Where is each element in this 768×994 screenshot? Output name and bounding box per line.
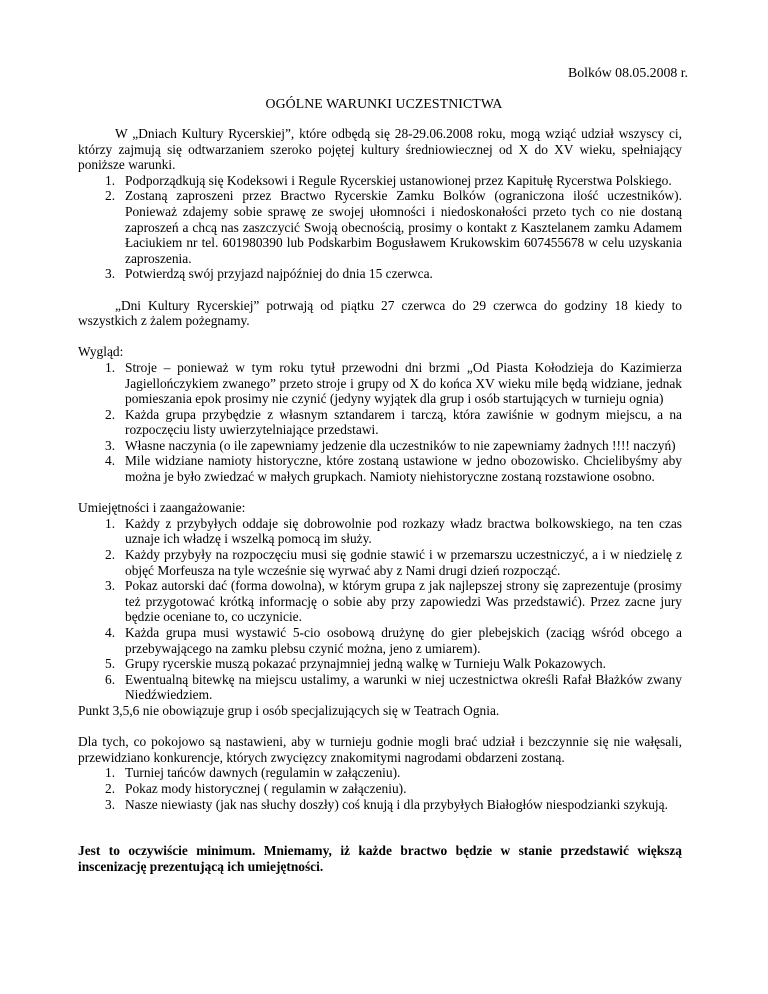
document-date: Bolków 08.05.2008 r.: [568, 65, 688, 80]
wyglad-list: [78, 360, 682, 485]
konkurencje-list: [78, 765, 682, 812]
list-item-text: Każda grupa musi wystawić 5-cio osobową drużynę do gier plebejskich (zaciąg wśród obcego a przebywającego na zamku plebsu czynić można, jeno z umiarem).: [125, 625, 682, 656]
list-item-text: Potwierdzą swój przyjazd najpóźniej do dnia 15 czerwca.: [125, 266, 433, 282]
list-item-text: Podporządkują się Kodeksowi i Regule Rycerskiej ustanowionej przez Kapitułę Rycerstwa Polskiego.: [125, 172, 672, 188]
umiejetnosci-note: Punkt 3,5,6 nie obowiązuje grup i osób specjalizujących się w Teatrach Ognia.: [78, 702, 500, 718]
list-item: 3. Nasze niewiasty (jak nas słuchy doszły) coś knują i dla przybyłych Białogłów niespodzianki szykują.: [105, 796, 668, 812]
list-item: 3. Własne naczynia (o ile zapewniamy jedzenie dla uczestników to nie zapewniamy żadnych !!!! naczyń): [105, 437, 676, 453]
list-item-text: Turniej tańców dawnych (regulamin w załączeniu).: [125, 765, 401, 781]
list-item: 3. Pokaz autorski dać (forma dowolna), w którym grupa z jak najlepszej strony się zaprezentuje (prosimy też przygotować krótką informację o sobie aby przy zapowiedzi Was przedstawić). Przez zacne jury będzie oceniane to, co uczynicie.: [105, 578, 682, 625]
list-item: 2. Pokaz mody historycznej ( regulamin w załączeniu).: [105, 780, 407, 796]
closing-paragraph: Jest to oczywiście minimum. Mniemamy, iż każde bractwo będzie w stanie przedstawić większą inscenizację prezentującą ich umiejętności.: [78, 843, 682, 874]
list-item: 2. Zostaną zaproszeni przez Bractwo Rycerskie Zamku Bolków (ograniczona ilość uczestników). Ponieważ zdajemy sobie sprawę ze swojej ułomności i niedoskonałości przeto tych co nie dostaną zaproszeń a chcą nas zaszczycić Swoją obecnością, prosimy o kontakt z Kasztelanem zamku Adamem Łaciukiem nr tel. 601980390 lub Podskarbim Bogusławem Krukowskim 607455678 w celu uzyskania zaproszenia.: [105, 188, 682, 266]
list-item: 1. Turniej tańców dawnych (regulamin w załączeniu).: [105, 765, 401, 781]
list-item-text: Mile widziane namioty historyczne, które zostaną ustawione w jedno obozowisko. Chcielibyśmy aby można je było zwiedzać w małych grupkach. Namioty niehistoryczne zostaną rozstawione osobno.: [125, 453, 682, 485]
list-item-text: Każdy z przybyłych oddaje się dobrowolnie pod rozkazy władz bractwa bolkowskiego, na ten czas uznaje ich władzę i wszelką pomocą im służy.: [125, 515, 682, 547]
list-item: 6. Ewentualną bitewkę na miejscu ustalimy, a warunki w niej uczestnictwa określi Rafał Błażków zwany Niedźwiedziem.: [105, 671, 682, 703]
list-item-text: Zostaną zaproszeni przez Bractwo Rycerskie Zamku Bolków (ograniczona ilość uczestników). Ponieważ zdajemy sobie sprawę ze swojej ułomności i niedoskonałości przeto tych co nie dostaną zaproszeń a chcą nas zaszczycić Swoją obecnością, prosimy o kontakt z Kasztelanem zamku Adamem Łaciukiem nr tel. 601980390 lub Podskarbim Bogusławem Krukowskim 607455678 w celu uzyskania zaproszenia.: [125, 188, 682, 266]
konkurencje-paragraph: Dla tych, co pokojowo są nastawieni, aby w turnieju godnie mogli brać udział i bezczynnie się nie wałęsali, przewidziano konkurencje, których zwycięzcy znakomitymi nagrodami obdarzeni zostaną.: [78, 734, 682, 765]
wyglad-heading: Wygląd:: [78, 344, 124, 360]
list-item: 2. Każdy przybyły na rozpoczęciu musi się godnie stawić i w przemarszu uczestniczyć, a i w niedzielę z objęć Morfeusza na tyle wcześnie się wyrwać aby z Nami drugi dzień rozpocząć.: [105, 547, 682, 578]
list-item-text: Nasze niewiasty (jak nas słuchy doszły) coś knują i dla przybyłych Białogłów niespodzianki szykują.: [125, 796, 668, 812]
list-item: 2. Każda grupa przybędzie z własnym sztandarem i tarczą, która zawiśnie w godnym miejscu, a na rozpoczęciu listy uwierzytelniające przedstawi.: [105, 406, 682, 438]
list-item-text: Ewentualną bitewkę na miejscu ustalimy, a warunki w niej uczestnictwa określi Rafał Błażków zwany Niedźwiedziem.: [125, 671, 682, 703]
umiejetnosci-list: [78, 516, 682, 703]
intro-list: [78, 173, 682, 282]
list-item-text: Pokaz mody historycznej ( regulamin w załączeniu).: [125, 780, 407, 796]
list-item-text: Grupy rycerskie muszą pokazać przynajmniej jedną walkę w Turnieju Walk Pokazowych.: [125, 656, 606, 672]
list-item: 5. Grupy rycerskie muszą pokazać przynajmniej jedną walkę w Turnieju Walk Pokazowych.: [105, 656, 606, 672]
schedule-paragraph: „Dni Kultury Rycerskiej” potrwają od piątku 27 czerwca do 29 czerwca do godziny 18 kiedy to wszystkich z żalem pożegnamy.: [78, 297, 682, 329]
umiejetnosci-heading: Umiejętności i zaangażowanie:: [78, 500, 246, 516]
list-item: 1. Każdy z przybyłych oddaje się dobrowolnie pod rozkazy władz bractwa bolkowskiego, na ten czas uznaje ich władzę i wszelką pomocą im służy.: [105, 515, 682, 547]
list-item-text: Stroje – ponieważ w tym roku tytuł przewodni dni brzmi „Od Piasta Kołodzieja do Kazimierza Jagiellończykiem zwanego” przeto stroje i grupy od X do końca XV wieku mile będą widziane, jednak pomieszania epok prosimy nie czynić (jedyny wyjątek dla grup i osób startujących w turnieju ognia): [125, 359, 682, 407]
list-item-text: Każda grupa przybędzie z własnym sztandarem i tarczą, która zawiśnie w godnym miejscu, a na rozpoczęciu listy uwierzytelniające przedstawi.: [125, 406, 682, 438]
list-item-text: Każdy przybyły na rozpoczęciu musi się godnie stawić i w przemarszu uczestniczyć, a i w niedzielę z objęć Morfeusza na tyle wcześnie się wyrwać aby z Nami drugi dzień rozpocząć.: [125, 547, 682, 578]
document-body: [78, 126, 682, 875]
list-item: 4. Mile widziane namioty historyczne, które zostaną ustawione w jedno obozowisko. Chcielibyśmy aby można je było zwiedzać w małych grupkach. Namioty niehistoryczne zostaną rozstawione osobno.: [105, 453, 682, 485]
list-item-text: Pokaz autorski dać (forma dowolna), w którym grupa z jak najlepszej strony się zaprezentuje (prosimy też przygotować krótką informację o sobie aby przy zapowiedzi Was przedstawić). Przez zacne jury będzie oceniane to, co uczynicie.: [125, 578, 682, 625]
document-title: OGÓLNE WARUNKI UCZESTNICTWA: [265, 96, 503, 111]
list-item: 1. Podporządkują się Kodeksowi i Regule Rycerskiej ustanowionej przez Kapitułę Rycerstwa Polskiego.: [105, 172, 672, 188]
list-item: 1. Stroje – ponieważ w tym roku tytuł przewodni dni brzmi „Od Piasta Kołodzieja do Kazimierza Jagiellończykiem zwanego” przeto stroje i grupy od X do końca XV wieku mile będą widziane, jednak pomieszania epok prosimy nie czynić (jedyny wyjątek dla grup i osób startujących w turnieju ognia): [105, 359, 682, 407]
list-item-text: Własne naczynia (o ile zapewniamy jedzenie dla uczestników to nie zapewniamy żadnych !!!! naczyń): [125, 437, 676, 453]
intro-paragraph: W „Dniach Kultury Rycerskiej”, które odbędą się 28-29.06.2008 roku, mogą wziąć udział wszyscy ci, którzy zajmują się odtwarzaniem szeroko pojętej kultury średniowiecznej od X do XV wieku, spełniający poniższe warunki.: [78, 126, 682, 173]
list-item: 4. Każda grupa musi wystawić 5-cio osobową drużynę do gier plebejskich (zaciąg wśród obcego a przebywającego na zamku plebsu czynić można, jeno z umiarem).: [105, 625, 682, 656]
list-item: 3. Potwierdzą swój przyjazd najpóźniej do dnia 15 czerwca.: [105, 266, 433, 282]
